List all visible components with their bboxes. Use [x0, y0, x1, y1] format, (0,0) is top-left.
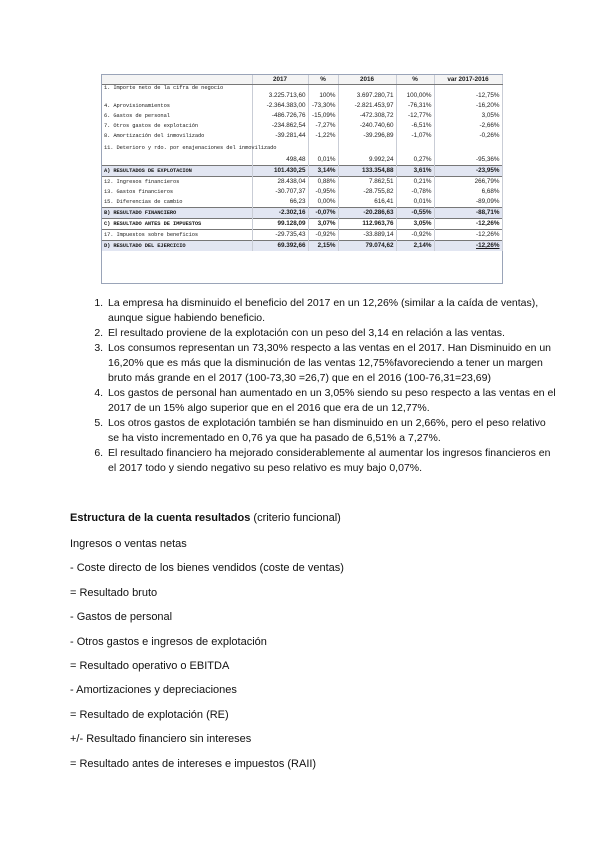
- row-label: 4. Aprovisionamientos: [102, 101, 252, 111]
- table-row: [102, 230, 502, 241]
- column-header: 2016: [338, 75, 396, 85]
- table-cell: 7.862,51: [338, 177, 396, 188]
- table-cell: -73,30%: [308, 101, 338, 111]
- analysis-list: [88, 296, 556, 476]
- column-header: var 2017-2016: [434, 75, 502, 85]
- table-cell: -234.862,54: [252, 121, 308, 131]
- table-cell: -16,20%: [434, 101, 502, 111]
- table-cell: 0,21%: [396, 177, 434, 188]
- table-cell: 66,23: [252, 197, 308, 208]
- table-row: [102, 111, 502, 121]
- table-cell: 3,05%: [434, 111, 502, 121]
- row-label: 8. Amortización del inmovilizado: [102, 131, 252, 141]
- table-cell: 100,00%: [396, 91, 434, 101]
- row-label: [102, 91, 252, 101]
- table-row: [102, 91, 502, 101]
- table-cell: [308, 141, 338, 155]
- section-title: [70, 512, 341, 524]
- table-row: [102, 141, 502, 155]
- structure-lines: [70, 537, 344, 781]
- table-cell: 6,68%: [434, 187, 502, 197]
- structure-line: - Amortizaciones y depreciaciones: [70, 684, 237, 697]
- table-cell: -1,22%: [308, 131, 338, 141]
- table-row: [102, 208, 502, 219]
- table-cell: -2.364.383,00: [252, 101, 308, 111]
- column-header: %: [308, 75, 338, 85]
- table-cell: -23,95%: [434, 166, 502, 177]
- table-cell: -472.308,72: [338, 111, 396, 121]
- column-header: %: [396, 75, 434, 85]
- table-cell: 133.354,88: [338, 166, 396, 177]
- table-cell: -6,51%: [396, 121, 434, 131]
- table-row: [102, 241, 502, 252]
- structure-line: - Otros gastos e ingresos de explotación: [70, 635, 267, 648]
- table-row: [102, 197, 502, 208]
- table-cell: 0,01%: [308, 155, 338, 166]
- table-cell: -0,92%: [308, 230, 338, 241]
- table-cell: -2,66%: [434, 121, 502, 131]
- table-cell: 99.128,09: [252, 219, 308, 230]
- table-cell: -12,75%: [434, 91, 502, 101]
- table-cell: -39.296,89: [338, 131, 396, 141]
- structure-line: +/- Resultado financiero sin intereses: [70, 733, 252, 746]
- table-row: [102, 177, 502, 188]
- table-cell: -76,31%: [396, 101, 434, 111]
- table-cell: -2.821.453,97: [338, 101, 396, 111]
- table-cell: 3,61%: [396, 166, 434, 177]
- row-label: 7. Otros gastos de explotación: [102, 121, 252, 131]
- table-cell: -0,78%: [396, 187, 434, 197]
- table-cell: 69.392,66: [252, 241, 308, 252]
- structure-line: = Resultado bruto: [70, 586, 158, 599]
- table-cell: -12,26%: [434, 219, 502, 230]
- row-label: 1. Importe neto de la cifra de negocio: [102, 85, 252, 92]
- structure-line: = Resultado antes de intereses e impuestos (RAII): [70, 757, 317, 770]
- row-label: C) RESULTADO ANTES DE IMPUESTOS: [102, 219, 252, 230]
- row-label: A) RESULTADOS DE EXPLOTACION: [102, 166, 252, 177]
- list-item: 6. El resultado financiero ha mejorado considerablemente al aumentar los ingresos financieros en el 2017 todo y siendo negativo su peso relativo es muy bajo 0,07%.: [106, 446, 556, 476]
- table-cell: -12,77%: [396, 111, 434, 121]
- row-label: 12. Ingresos financieros: [102, 177, 252, 188]
- table-cell: [396, 141, 434, 155]
- table-cell: -1,07%: [396, 131, 434, 141]
- table-cell: -0,07%: [308, 208, 338, 219]
- row-label: 15. Diferencias de cambio: [102, 197, 252, 208]
- list-item: 5. Los otros gastos de explotación también se han disminuido en un 2,66%, pero el peso relativo se ha visto incrementado en 0,76 ya que ha pasado de 6,51% a 7,27%.: [106, 416, 556, 446]
- table-cell: [434, 141, 502, 155]
- table-cell: 0,01%: [396, 197, 434, 208]
- table-cell: -29.735,43: [252, 230, 308, 241]
- table-cell: -2.302,16: [252, 208, 308, 219]
- table-row: [102, 187, 502, 197]
- column-header: [102, 75, 252, 85]
- table-cell: 3.225.713,60: [252, 91, 308, 101]
- row-label: 13. Gastos financieros: [102, 187, 252, 197]
- table-cell: -88,71%: [434, 208, 502, 219]
- income-statement-table-image: [101, 74, 503, 284]
- table-cell: 2,14%: [396, 241, 434, 252]
- section-title-rest: (criterio funcional): [250, 512, 341, 524]
- list-item: 4. Los gastos de personal han aumentado en un 3,05% siendo su peso respecto a las ventas en el 2017 de un 15% algo superior que en el 2016 que era de un 12,77%.: [106, 386, 556, 416]
- structure-line: = Resultado operativo o EBITDA: [70, 659, 230, 672]
- table-cell: -0,92%: [396, 230, 434, 241]
- table-cell: 266,79%: [434, 177, 502, 188]
- income-statement-table: [102, 75, 503, 251]
- row-label: 11. Deterioro y rdo. por enajenaciones del inmovilizado: [102, 141, 252, 155]
- table-cell: 112.963,76: [338, 219, 396, 230]
- table-header-row: [102, 75, 502, 85]
- list-item: 2. El resultado proviene de la explotación con un peso del 3,14 en relación a las ventas.: [106, 326, 556, 341]
- table-cell: -486.726,76: [252, 111, 308, 121]
- column-header: 2017: [252, 75, 308, 85]
- table-cell: -20.286,63: [338, 208, 396, 219]
- table-cell: -89,09%: [434, 197, 502, 208]
- table-cell: [338, 141, 396, 155]
- list-item: 1. La empresa ha disminuido el beneficio del 2017 en un 12,26% (similar a la caída de ventas), aunque sigue habiendo beneficio.: [106, 296, 556, 326]
- row-label: 6. Gastos de personal: [102, 111, 252, 121]
- table-cell: -0,26%: [434, 131, 502, 141]
- table-cell: -95,36%: [434, 155, 502, 166]
- table-cell: 0,27%: [396, 155, 434, 166]
- table-row: [102, 166, 502, 177]
- row-label: B) RESULTADO FINANCIERO: [102, 208, 252, 219]
- table-cell: -12,26%: [434, 230, 502, 241]
- table-cell: 79.074,62: [338, 241, 396, 252]
- table-cell: 3.697.280,71: [338, 91, 396, 101]
- table-cell: 9.992,24: [338, 155, 396, 166]
- table-cell: -240.740,60: [338, 121, 396, 131]
- table-cell: -33.889,14: [338, 230, 396, 241]
- table-cell: -39.281,44: [252, 131, 308, 141]
- structure-line: - Gastos de personal: [70, 611, 173, 624]
- table-cell: -12,26%: [434, 241, 502, 252]
- table-cell: 0,88%: [308, 177, 338, 188]
- table-cell: -15,09%: [308, 111, 338, 121]
- structure-line: = Resultado de explotación (RE): [70, 708, 229, 721]
- table-cell: 498,48: [252, 155, 308, 166]
- row-label: 17. Impuestos sobre beneficios: [102, 230, 252, 241]
- section-title-bold: Estructura de la cuenta resultados: [70, 512, 251, 524]
- row-label: [102, 155, 252, 166]
- table-cell: 28.438,04: [252, 177, 308, 188]
- table-cell: -28.755,82: [338, 187, 396, 197]
- table-cell: 100%: [308, 91, 338, 101]
- structure-line: - Coste directo de los bienes vendidos (coste de ventas): [70, 562, 344, 575]
- table-cell: 2,15%: [308, 241, 338, 252]
- table-row: [102, 219, 502, 230]
- table-cell: 0,00%: [308, 197, 338, 208]
- table-cell: 616,41: [338, 197, 396, 208]
- table-row: [102, 121, 502, 131]
- table-cell: -30.707,37: [252, 187, 308, 197]
- list-item: 3. Los consumos representan un 73,30% respecto a las ventas en el 2017. Han Disminuido en un 16,20% que es más que la disminución de las ventas 12,75%favoreciendo a tener un margen bruto más grande en el 2017 (100-73,30 =26,7) que en el 2016 (100-76,31=23,69): [106, 341, 556, 386]
- table-cell: 3,05%: [396, 219, 434, 230]
- table-row: [102, 101, 502, 111]
- structure-line: Ingresos o ventas netas: [70, 538, 187, 550]
- table-cell: 3,14%: [308, 166, 338, 177]
- table-cell: 101.430,25: [252, 166, 308, 177]
- table-cell: 3,07%: [308, 219, 338, 230]
- table-cell: -7,27%: [308, 121, 338, 131]
- row-label: D) RESULTADO DEL EJERCICIO: [102, 241, 252, 252]
- table-cell: -0,55%: [396, 208, 434, 219]
- table-cell: -0,95%: [308, 187, 338, 197]
- table-row: [102, 131, 502, 141]
- table-row: [102, 155, 502, 166]
